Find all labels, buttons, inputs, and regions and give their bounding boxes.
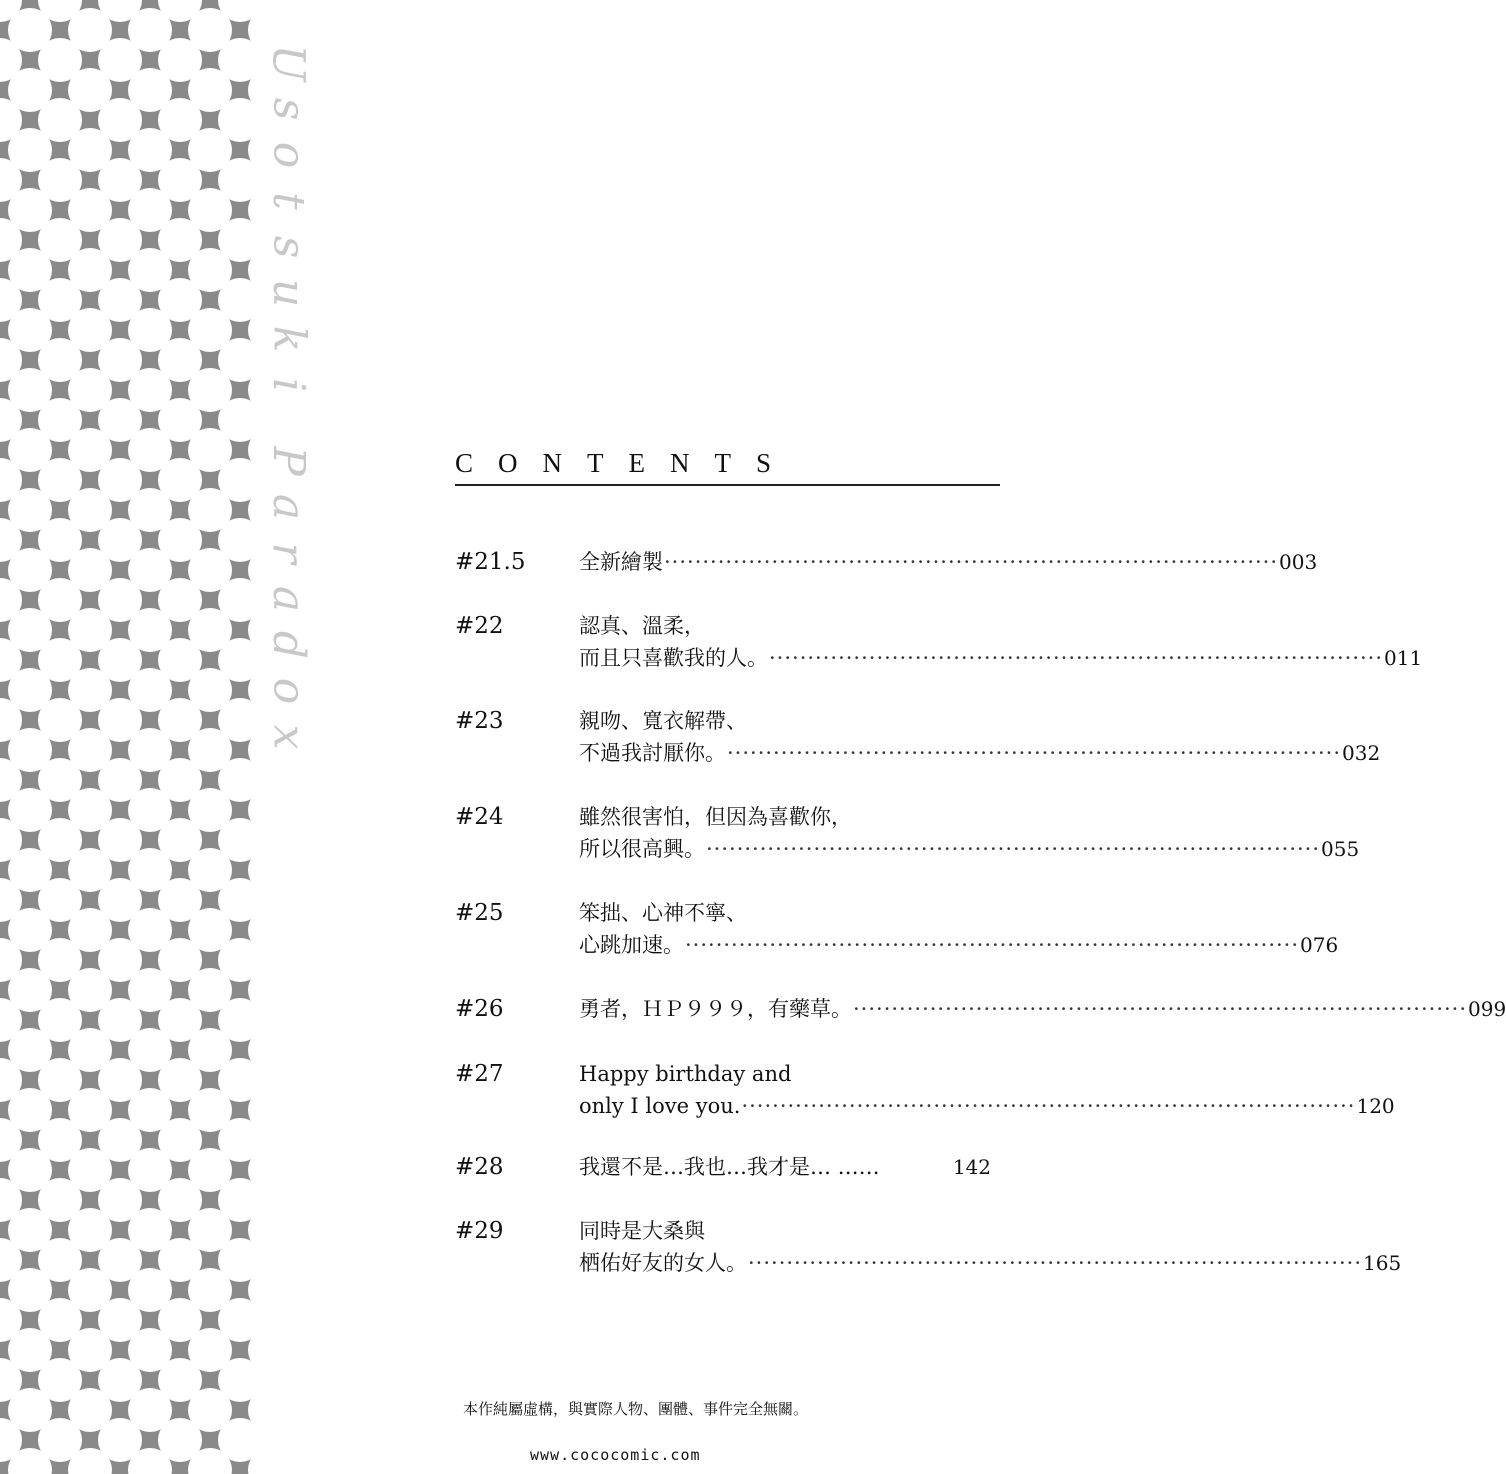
toc-title-line [579,801,991,833]
toc-title-text: 心跳加速。 [579,933,684,957]
toc-title-text: 認真、溫柔， [579,614,705,638]
toc-title-text: 雖然很害怕，但因為喜歡你， [579,805,852,829]
toc-leader-dots: ················································································ [741,1094,1356,1118]
toc-leader-dots: ················································································ [664,550,1279,574]
decorative-pattern-strip [0,0,258,1474]
toc-title-text: Happy birthday and [579,1062,792,1086]
title-letter: t [263,192,314,210]
title-letter: o [263,677,314,705]
toc-title-text: 栖佑好友的女人。 [579,1251,747,1275]
toc-chapter-title [579,1215,1402,1279]
toc-title-line [579,1151,991,1183]
title-letter: s [263,97,314,121]
toc-page-number: 099 [1468,997,1506,1021]
toc-page-number: 165 [1363,1251,1402,1275]
toc-leader-dots: ················································································ [706,837,1321,861]
toc-leader-dots: ················································································ [769,646,1384,670]
toc-chapter-number: #24 [455,804,504,830]
toc-leader-dots: ················································································ [748,1251,1363,1275]
toc-chapter-number: #23 [455,708,504,734]
toc-chapter-number: #27 [455,1061,504,1087]
toc-chapter-title [579,705,1381,769]
toc-title-text: only I love you. [579,1094,741,1118]
toc-title-line [579,737,1381,769]
toc-title-line [579,642,1423,674]
toc-page-number: 055 [1321,837,1360,861]
toc-chapter-number: #29 [455,1218,504,1244]
toc-title-text: 不過我討厭你。 [579,741,726,765]
toc-chapter-number: #25 [455,900,504,926]
toc-chapter-number: #21.5 [455,549,526,575]
toc-chapter-title [579,1151,991,1183]
toc-title-line [579,1090,1395,1122]
toc-page-number: 003 [1279,550,1318,574]
toc-page-number: 120 [1356,1094,1395,1118]
toc-title-line [579,1215,991,1247]
quatrefoil-pattern [0,0,258,1474]
toc-page-number: 076 [1300,933,1339,957]
toc-title-text: 所以很高興。 [579,837,705,861]
contents-divider [455,484,1000,486]
title-letter: x [262,724,314,750]
toc-title-line [579,929,1339,961]
vertical-title-text [288,40,289,41]
toc-title-text: 勇者，ＨＰ９９９，有藥草。 [579,997,852,1021]
toc-page-number: 142 [952,1155,991,1179]
vertical-series-title [258,40,318,900]
toc-chapter-title [579,1058,1395,1122]
toc-chapter-title [579,993,1506,1025]
toc-title-text: 我還不是…我也…我才是… …… [579,1155,880,1179]
toc-title-line [579,993,1506,1025]
toc-title-line [579,546,1318,578]
title-letter: r [262,542,314,564]
title-letter: s [263,235,314,259]
title-letter: u [263,278,314,308]
toc-chapter-title [579,897,1339,961]
toc-title-text: 同時是大桑與 [579,1219,705,1243]
title-letter: a [262,585,314,613]
toc-chapter-number: #26 [455,996,504,1022]
toc-title-text: 親吻、寬衣解帶、 [579,709,747,733]
title-letter: o [263,141,314,169]
toc-title-line [579,705,991,737]
title-letter: i [262,377,314,393]
toc-chapter-title [579,546,1318,578]
toc-title-text: 全新繪製 [579,550,663,574]
toc-title-line [579,1058,991,1090]
title-letter: P [262,446,314,476]
title-letter: a [262,493,314,521]
toc-page-number: 011 [1384,646,1423,670]
toc-title-line [579,833,1360,865]
toc-leader-dots: ················································································ [853,997,1468,1021]
toc-title-text: 而且只喜歡我的人。 [579,646,768,670]
disclaimer-text: 本作純屬虛構，與實際人物、團體、事件完全無關。 [463,1400,809,1418]
site-url: www.cococomic.com [530,1446,701,1464]
toc-title-line [579,897,991,929]
toc-chapter-title [579,801,1360,865]
toc-page-number: 032 [1342,741,1381,765]
toc-leader-dots: ················································································ [685,933,1300,957]
title-letter: k [262,325,314,353]
toc-chapter-number: #22 [455,613,504,639]
toc-title-text: 笨拙、心神不寧、 [579,901,747,925]
title-letter: U [263,44,314,82]
toc-title-line [579,1247,1402,1279]
contents-heading: CONTENTS [455,448,796,478]
toc-chapter-number: #28 [455,1154,504,1180]
title-letter: d [262,630,314,660]
toc-leader-dots: ················································································ [727,741,1342,765]
toc-chapter-title [579,610,1423,674]
toc-title-line [579,610,991,642]
